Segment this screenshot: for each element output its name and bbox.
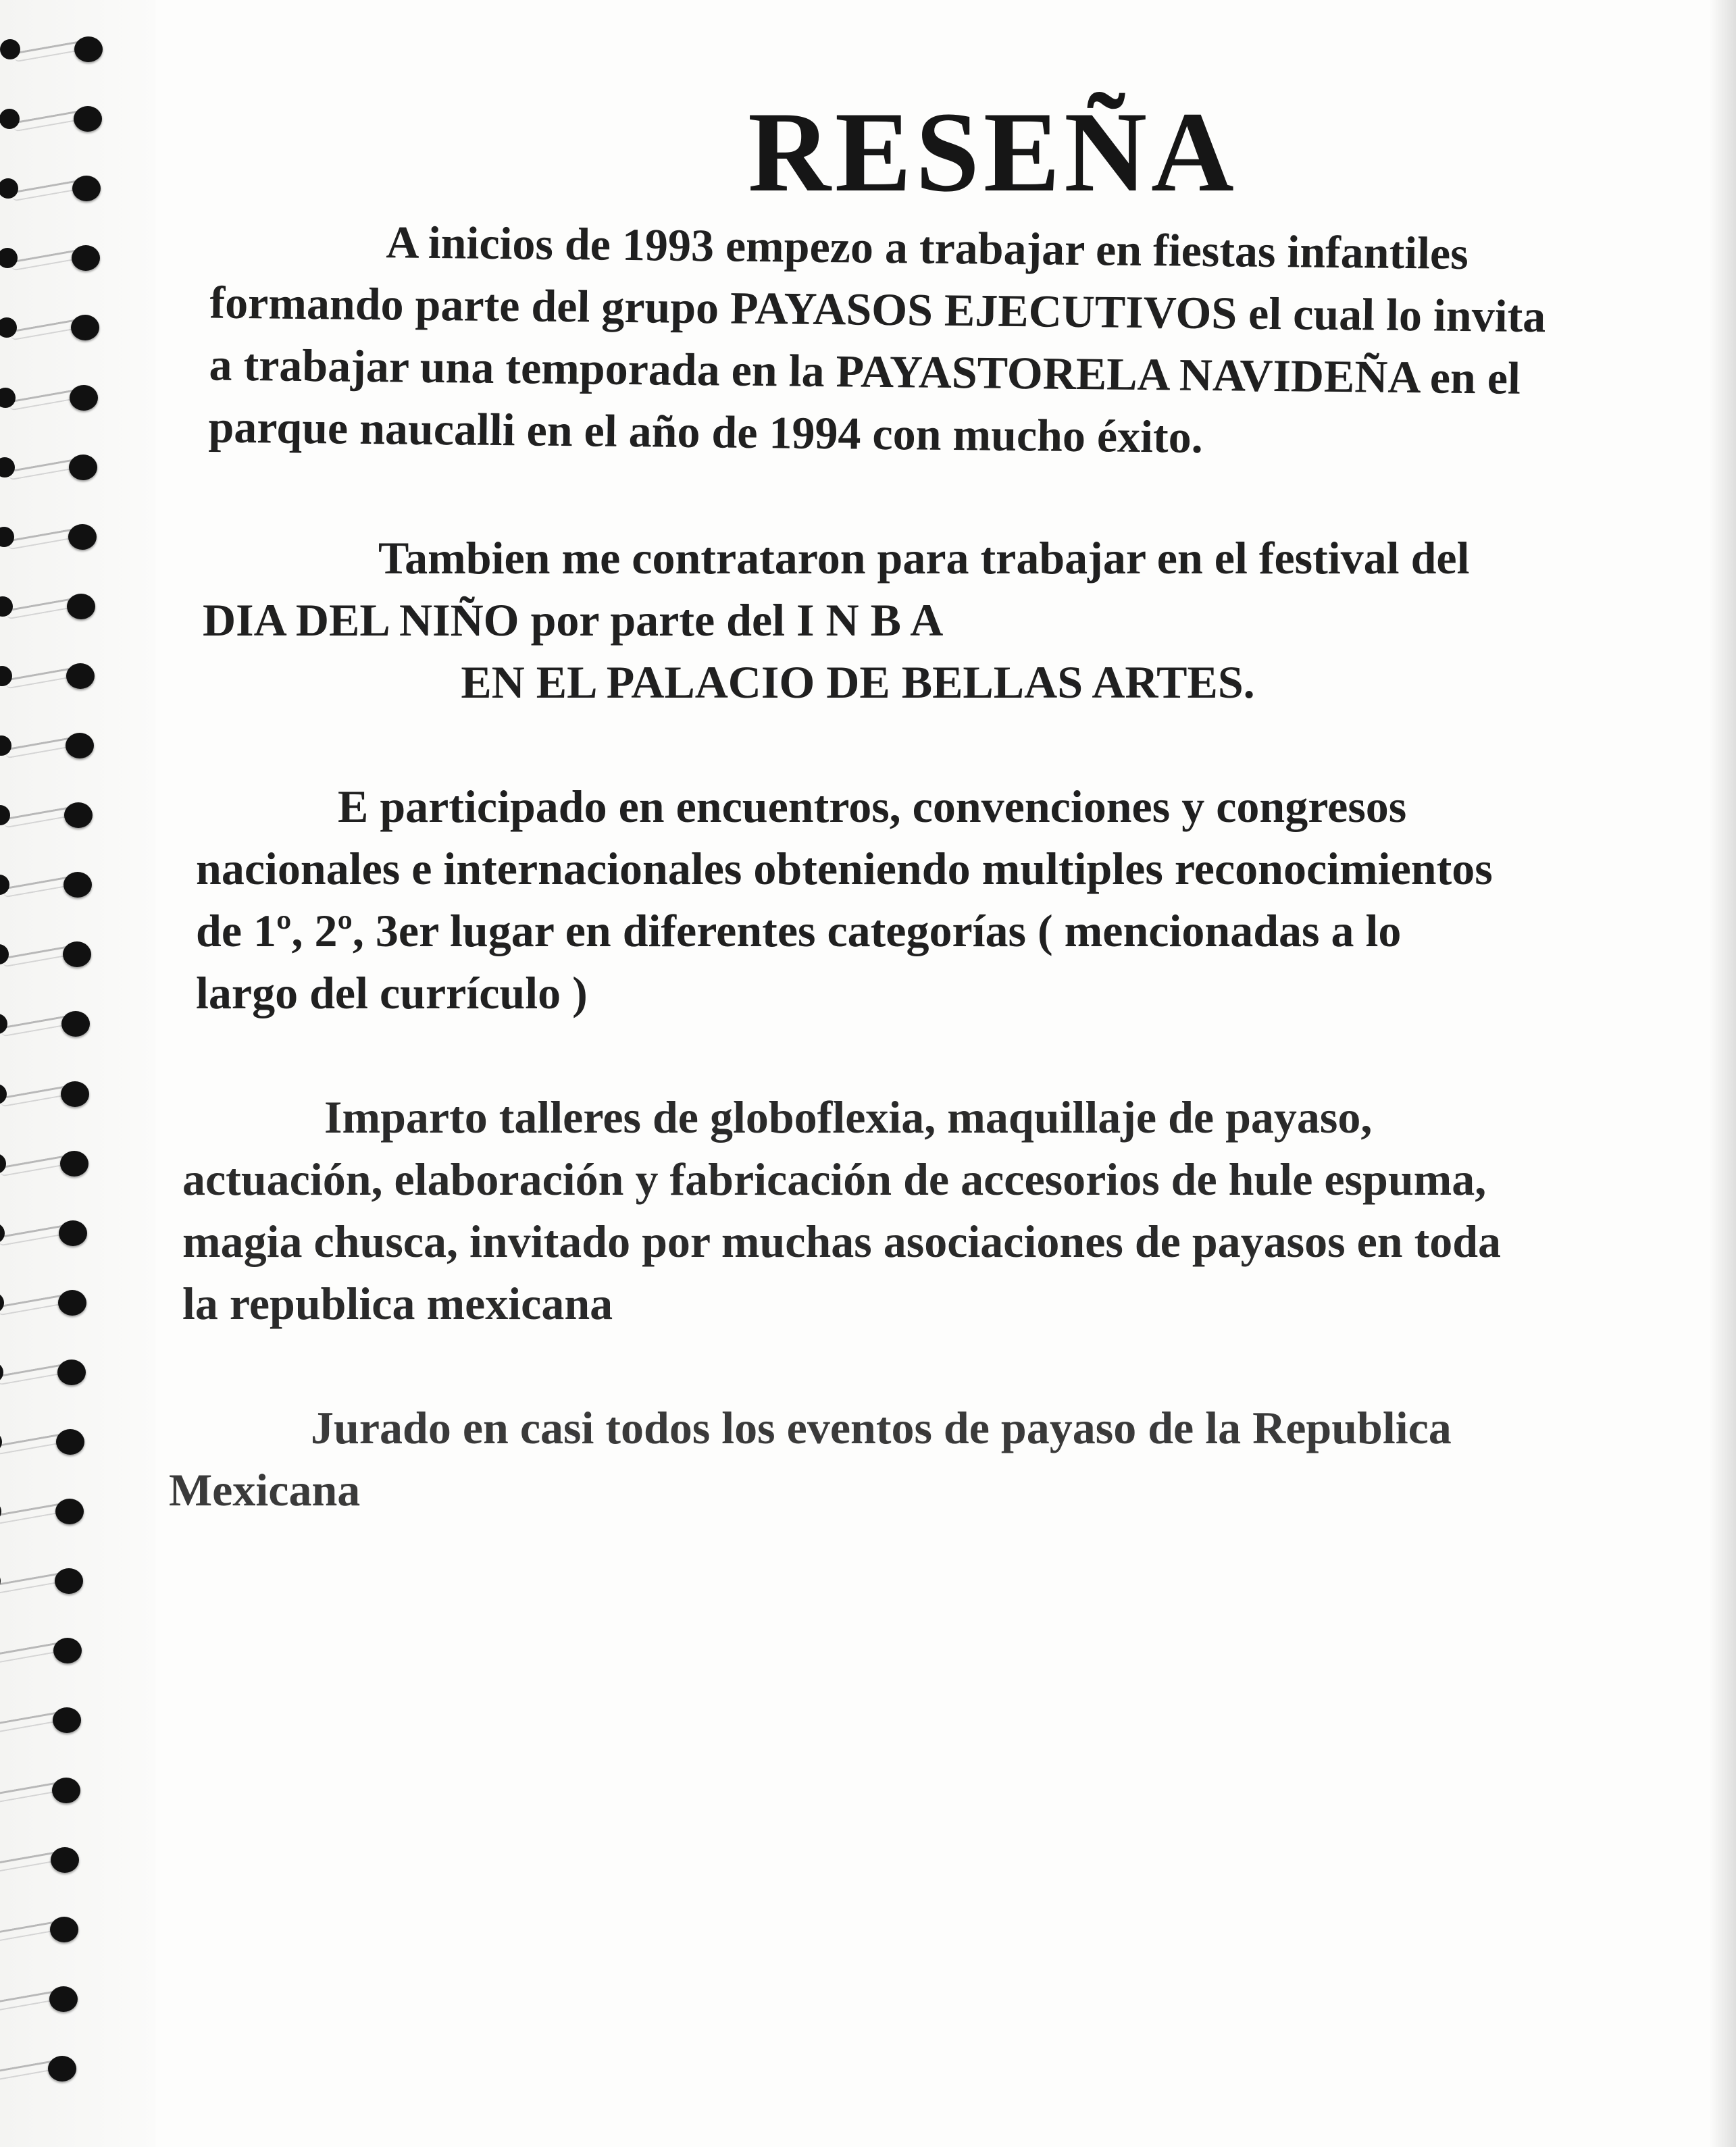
binding-coil	[0, 598, 107, 617]
binding-hole	[70, 385, 98, 411]
binding-coil	[0, 737, 106, 756]
binding-hole	[53, 1707, 81, 1733]
binding-coil	[0, 459, 109, 477]
binding-coil	[0, 249, 112, 268]
binding-coil	[0, 2060, 88, 2079]
binding-coil	[0, 1433, 97, 1452]
binding-coil	[0, 110, 114, 129]
binding-coil	[0, 528, 109, 547]
binding-hole	[59, 1220, 87, 1246]
paragraph-participation: E participado en encuentros, convenciones y congresos nacionales e internacionales obteniendo multiples reconocimientos de 1º, 2º, 3er lugar en diferentes categorías ( mencionadas a lo largo del currículo )	[196, 781, 1493, 1018]
binding-coil	[0, 1642, 94, 1661]
binding-hole	[61, 1011, 90, 1037]
document-content	[162, 88, 1587, 1521]
binding-hole	[49, 1986, 78, 2012]
binding-coil	[0, 667, 107, 686]
binding-hole	[55, 1499, 84, 1524]
binding-hole	[72, 245, 100, 271]
binding-hole	[74, 36, 103, 62]
paragraph-jury: Jurado en casi todos los eventos de payaso de la Republica Mexicana	[169, 1402, 1452, 1516]
binding-coil	[0, 389, 110, 408]
binding-hole	[63, 872, 92, 898]
binding-coil	[0, 1851, 91, 1870]
page-edge-shadow	[1709, 0, 1736, 2147]
binding-hole	[48, 2056, 76, 2081]
binding-coil	[0, 180, 113, 199]
binding-coil	[0, 1990, 90, 2009]
binding-hole	[66, 663, 95, 689]
binding-hole	[52, 1778, 80, 1803]
binding-hole	[71, 315, 99, 340]
binding-hole	[55, 1568, 83, 1594]
paragraph-festival	[203, 527, 1513, 713]
binding-coil	[0, 1364, 98, 1382]
binding-coil	[0, 1015, 102, 1034]
binding-coil	[0, 1921, 91, 1940]
binding-hole	[51, 1847, 79, 1873]
binding-hole	[66, 733, 94, 758]
binding-coil	[0, 1085, 101, 1104]
paragraph-workshops: Imparto talleres de globoflexia, maquillaje de payaso, actuación, elaboración y fabricación de accesorios de hule espuma, magia chusca, invitado por muchas asociaciones de payasos en toda la republica mexicana	[182, 1091, 1502, 1329]
binding-coil	[0, 1711, 93, 1730]
binding-hole	[64, 802, 93, 828]
binding-hole	[53, 1638, 82, 1663]
binding-coil	[0, 41, 115, 59]
paragraph-festival-venue: EN EL PALACIO DE BELLAS ARTES.	[461, 656, 1255, 708]
binding-coil	[0, 876, 104, 895]
binding-hole	[72, 176, 101, 201]
binding-hole	[57, 1360, 86, 1385]
paragraph-festival-text: Tambien me contrataron para trabajar en el festival del DIA DEL NIÑO por parte del I N B A	[203, 532, 1470, 646]
binding-coil	[0, 1224, 99, 1243]
binding-coil	[0, 319, 111, 338]
binding-coil	[0, 1503, 96, 1522]
binding-hole	[56, 1429, 84, 1455]
coil-tip	[0, 39, 20, 59]
binding-hole	[60, 1151, 88, 1176]
binding-hole	[58, 1290, 86, 1316]
binding-coil	[0, 1572, 95, 1591]
paragraph-intro: A inicios de 1993 empezo a trabajar en fiestas infantiles formando parte del grupo PAYASOS EJECUTIVOS el cual lo invita a trabajar una temporada en la PAYASTORELA NAVIDEÑA en el parque naucalli en el año de 1994 con mucho éxito.	[208, 216, 1546, 463]
binding-coil	[0, 946, 103, 964]
binding-hole	[67, 594, 95, 619]
binding-hole	[50, 1917, 78, 1942]
binding-coil	[0, 1294, 99, 1313]
spiral-binding	[0, 0, 155, 2147]
binding-coil	[0, 806, 105, 825]
binding-hole	[63, 941, 91, 967]
binding-hole	[69, 455, 97, 480]
binding-hole	[61, 1081, 89, 1107]
page-title: RESEÑA	[748, 88, 1238, 215]
binding-coil	[0, 1155, 101, 1174]
binding-hole	[74, 106, 102, 132]
binding-coil	[0, 1782, 93, 1801]
binding-hole	[68, 524, 97, 550]
